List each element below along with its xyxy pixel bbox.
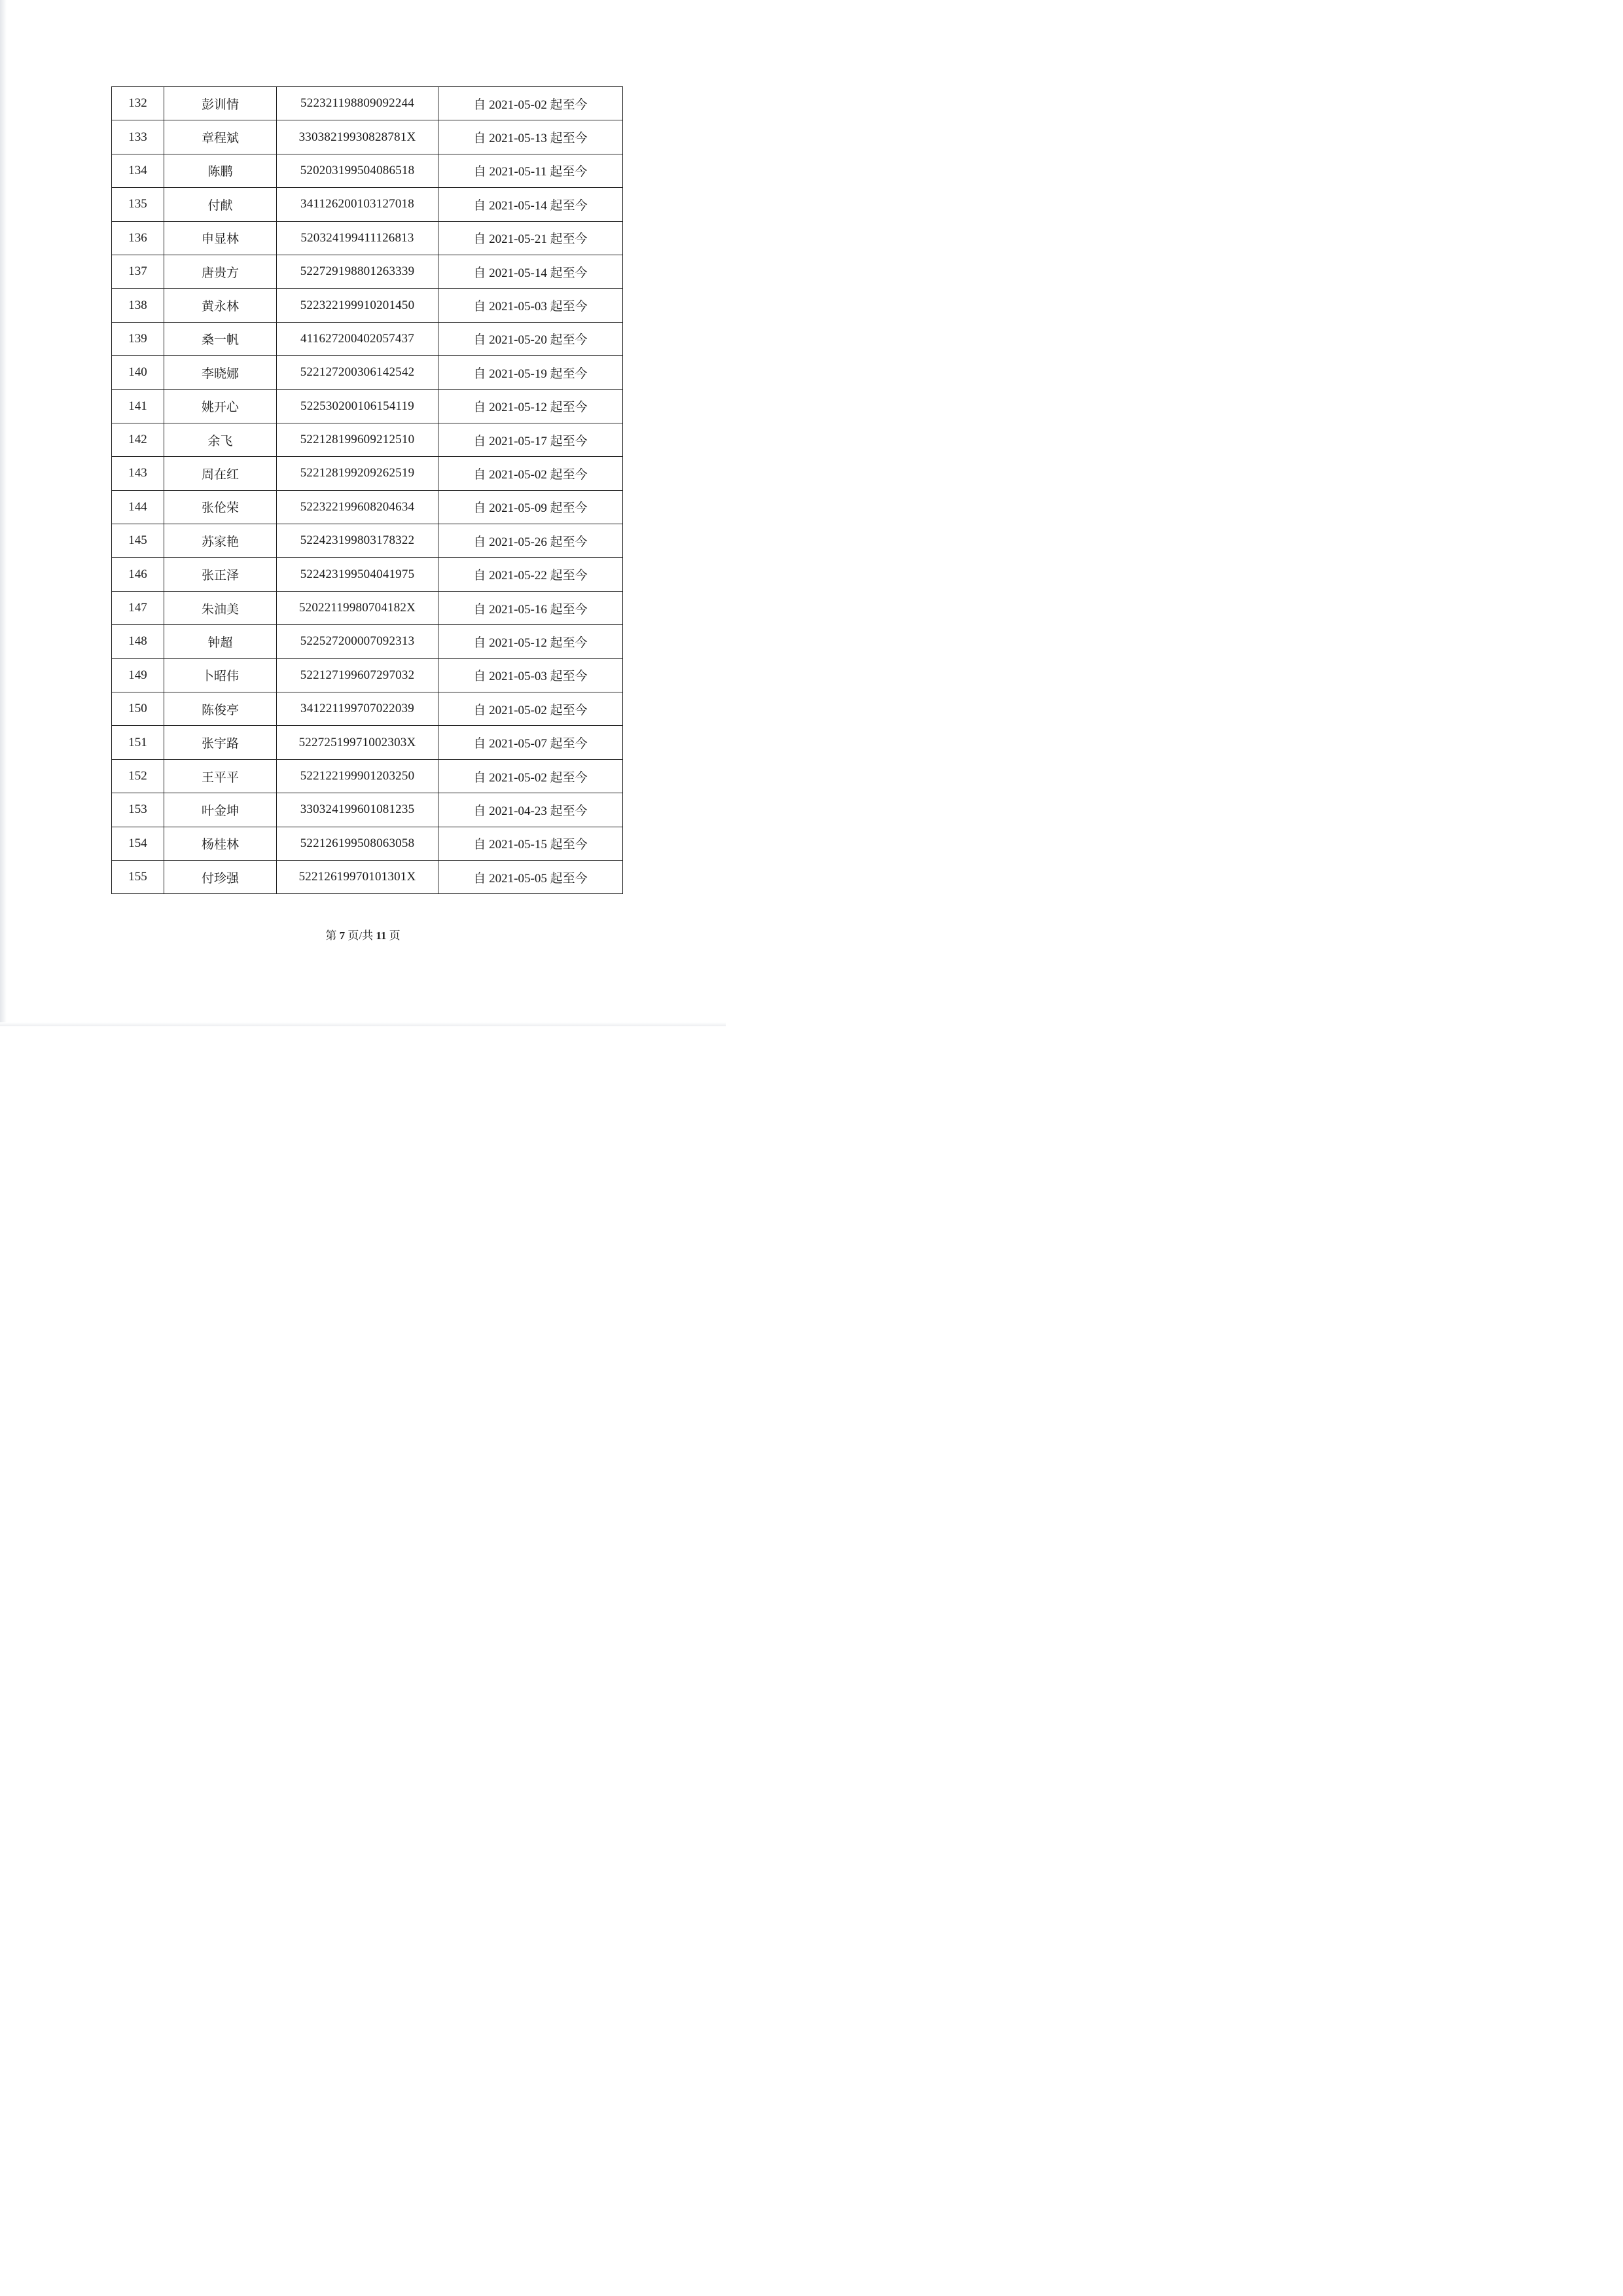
table-row: [112, 87, 623, 120]
person-name: 付珍强: [164, 860, 277, 893]
person-name: 桑一帆: [164, 322, 277, 355]
scan-edge-shadow: [0, 0, 7, 1026]
employment-period: 自 2021-05-16 起至今: [438, 591, 623, 624]
row-number: 140: [112, 356, 164, 389]
person-name: 申显林: [164, 221, 277, 255]
id-number: 52022119980704182X: [277, 591, 438, 624]
row-number: 137: [112, 255, 164, 288]
id-number: 411627200402057437: [277, 322, 438, 355]
id-number: 330324199601081235: [277, 793, 438, 827]
id-number: 522423199803178322: [277, 524, 438, 558]
table-row: [112, 289, 623, 322]
table-row: [112, 524, 623, 558]
table-row: [112, 221, 623, 255]
person-name: 唐贵方: [164, 255, 277, 288]
employment-period: 自 2021-05-12 起至今: [438, 389, 623, 423]
table-row: [112, 793, 623, 827]
row-number: 133: [112, 120, 164, 154]
id-number: 522127199607297032: [277, 658, 438, 692]
table-row: [112, 827, 623, 860]
id-number: 341221199707022039: [277, 692, 438, 726]
row-number: 151: [112, 726, 164, 759]
id-number: 520324199411126813: [277, 221, 438, 255]
employment-period: 自 2021-05-07 起至今: [438, 726, 623, 759]
employment-period: 自 2021-05-17 起至今: [438, 423, 623, 456]
id-number: 522321198809092244: [277, 87, 438, 120]
person-name: 黄永林: [164, 289, 277, 322]
employment-period: 自 2021-05-03 起至今: [438, 658, 623, 692]
id-number: 52272519971002303X: [277, 726, 438, 759]
employment-period: 自 2021-05-12 起至今: [438, 625, 623, 658]
employment-period: 自 2021-05-02 起至今: [438, 457, 623, 490]
row-number: 150: [112, 692, 164, 726]
id-number: 522423199504041975: [277, 558, 438, 591]
table-row: [112, 726, 623, 759]
person-name: 张宇路: [164, 726, 277, 759]
person-name: 叶金坤: [164, 793, 277, 827]
row-number: 141: [112, 389, 164, 423]
employment-period: 自 2021-05-05 起至今: [438, 860, 623, 893]
employment-period: 自 2021-05-02 起至今: [438, 692, 623, 726]
table-row: [112, 692, 623, 726]
footer-current-page: 7: [339, 929, 346, 942]
employment-period: 自 2021-05-14 起至今: [438, 255, 623, 288]
id-number: 522729198801263339: [277, 255, 438, 288]
table-row: [112, 759, 623, 793]
id-number: 522322199910201450: [277, 289, 438, 322]
person-name: 姚开心: [164, 389, 277, 423]
footer-total-pages: 11: [376, 929, 387, 942]
row-number: 134: [112, 154, 164, 187]
row-number: 149: [112, 658, 164, 692]
table-row: [112, 389, 623, 423]
roster-table: [111, 86, 623, 894]
person-name: 彭训情: [164, 87, 277, 120]
table-row: [112, 457, 623, 490]
employment-period: 自 2021-05-14 起至今: [438, 188, 623, 221]
employment-period: 自 2021-05-26 起至今: [438, 524, 623, 558]
row-number: 153: [112, 793, 164, 827]
table-row: [112, 658, 623, 692]
table-row: [112, 558, 623, 591]
person-name: 李晓娜: [164, 356, 277, 389]
person-name: 张正泽: [164, 558, 277, 591]
row-number: 155: [112, 860, 164, 893]
table-row: [112, 120, 623, 154]
row-number: 143: [112, 457, 164, 490]
page-footer: [0, 926, 726, 942]
employment-period: 自 2021-05-20 起至今: [438, 322, 623, 355]
row-number: 154: [112, 827, 164, 860]
row-number: 136: [112, 221, 164, 255]
person-name: 陈鹏: [164, 154, 277, 187]
row-number: 152: [112, 759, 164, 793]
roster-table-body: [112, 87, 623, 894]
table-row: [112, 356, 623, 389]
id-number: 522530200106154119: [277, 389, 438, 423]
employment-period: 自 2021-05-09 起至今: [438, 490, 623, 524]
id-number: 522122199901203250: [277, 759, 438, 793]
id-number: 520203199504086518: [277, 154, 438, 187]
id-number: 522322199608204634: [277, 490, 438, 524]
table-row: [112, 154, 623, 187]
id-number: 522527200007092313: [277, 625, 438, 658]
id-number: 33038219930828781X: [277, 120, 438, 154]
id-number: 52212619970101301X: [277, 860, 438, 893]
row-number: 135: [112, 188, 164, 221]
person-name: 杨桂林: [164, 827, 277, 860]
employment-period: 自 2021-05-19 起至今: [438, 356, 623, 389]
id-number: 522128199209262519: [277, 457, 438, 490]
table-row: [112, 255, 623, 288]
table-row: [112, 625, 623, 658]
person-name: 章程斌: [164, 120, 277, 154]
person-name: 苏家艳: [164, 524, 277, 558]
row-number: 148: [112, 625, 164, 658]
row-number: 139: [112, 322, 164, 355]
id-number: 522127200306142542: [277, 356, 438, 389]
table-row: [112, 322, 623, 355]
employment-period: 自 2021-05-21 起至今: [438, 221, 623, 255]
table-row: [112, 188, 623, 221]
row-number: 144: [112, 490, 164, 524]
person-name: 钟超: [164, 625, 277, 658]
employment-period: 自 2021-05-02 起至今: [438, 759, 623, 793]
footer-prefix: 第: [325, 929, 337, 942]
person-name: 周在红: [164, 457, 277, 490]
table-row: [112, 591, 623, 624]
person-name: 陈俊亭: [164, 692, 277, 726]
table-row: [112, 423, 623, 456]
id-number: 522126199508063058: [277, 827, 438, 860]
person-name: 余飞: [164, 423, 277, 456]
footer-suffix: 页: [389, 929, 401, 942]
person-name: 张伦荣: [164, 490, 277, 524]
employment-period: 自 2021-05-02 起至今: [438, 87, 623, 120]
employment-period: 自 2021-05-13 起至今: [438, 120, 623, 154]
person-name: 朱油美: [164, 591, 277, 624]
table-row: [112, 860, 623, 893]
scan-bottom-shadow: [0, 1022, 726, 1026]
row-number: 132: [112, 87, 164, 120]
id-number: 522128199609212510: [277, 423, 438, 456]
row-number: 142: [112, 423, 164, 456]
person-name: 卜昭伟: [164, 658, 277, 692]
row-number: 146: [112, 558, 164, 591]
footer-middle: 页/共: [348, 929, 374, 942]
table-row: [112, 490, 623, 524]
row-number: 147: [112, 591, 164, 624]
row-number: 138: [112, 289, 164, 322]
id-number: 341126200103127018: [277, 188, 438, 221]
employment-period: 自 2021-05-15 起至今: [438, 827, 623, 860]
employment-period: 自 2021-05-03 起至今: [438, 289, 623, 322]
row-number: 145: [112, 524, 164, 558]
employment-period: 自 2021-05-11 起至今: [438, 154, 623, 187]
person-name: 王平平: [164, 759, 277, 793]
employment-period: 自 2021-05-22 起至今: [438, 558, 623, 591]
person-name: 付献: [164, 188, 277, 221]
employment-period: 自 2021-04-23 起至今: [438, 793, 623, 827]
